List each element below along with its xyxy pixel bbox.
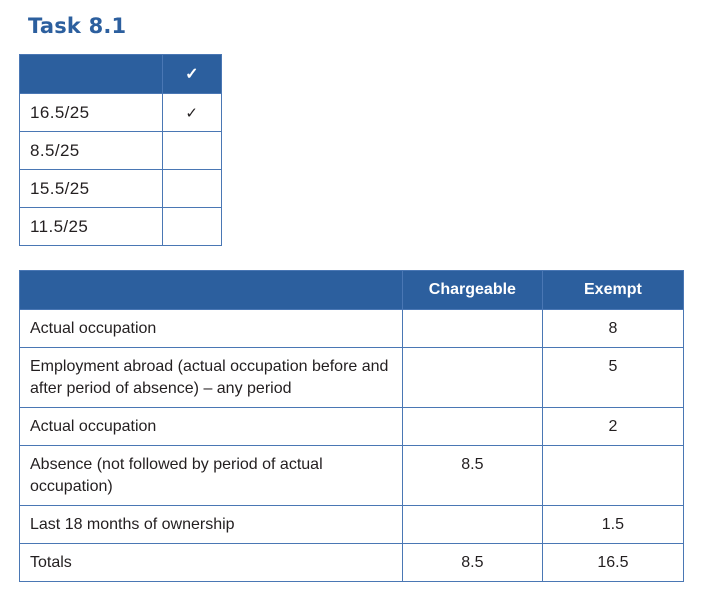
option-cell: 8.5/25 [20, 132, 163, 170]
chargeable-total: 8.5 [402, 544, 542, 582]
exempt-cell: 8 [542, 310, 683, 348]
description-cell: Actual occupation [20, 408, 403, 446]
header-check-icon: ✓ [162, 55, 221, 94]
description-cell: Absence (not followed by period of actual occupation) [20, 446, 403, 506]
exempt-cell [542, 446, 683, 506]
chargeable-cell [402, 310, 542, 348]
mark-cell [162, 170, 221, 208]
table-row [20, 208, 222, 246]
table-header-row [20, 55, 222, 94]
exempt-total: 16.5 [542, 544, 683, 582]
exempt-cell: 1.5 [542, 506, 683, 544]
answer-options-table [19, 54, 222, 246]
header-description-cell [20, 271, 403, 310]
table-row [20, 348, 684, 408]
header-chargeable: Chargeable [402, 271, 542, 310]
header-exempt: Exempt [542, 271, 683, 310]
header-blank-cell [20, 55, 163, 94]
page-title: Task 8.1 [28, 14, 127, 38]
chargeable-cell [402, 506, 542, 544]
table-row [20, 446, 684, 506]
option-cell: 16.5/25 [20, 94, 163, 132]
table-header-row [20, 271, 684, 310]
calculation-table [19, 270, 684, 582]
exempt-cell: 5 [542, 348, 683, 408]
option-cell: 11.5/25 [20, 208, 163, 246]
table-row [20, 132, 222, 170]
totals-row [20, 544, 684, 582]
chargeable-cell [402, 348, 542, 408]
chargeable-cell [402, 408, 542, 446]
table-row [20, 408, 684, 446]
mark-cell [162, 208, 221, 246]
description-cell: Last 18 months of ownership [20, 506, 403, 544]
table-row [20, 170, 222, 208]
table-row [20, 94, 222, 132]
table-row [20, 310, 684, 348]
option-cell: 15.5/25 [20, 170, 163, 208]
table-row [20, 506, 684, 544]
chargeable-cell: 8.5 [402, 446, 542, 506]
check-icon: ✓ [162, 94, 221, 132]
description-cell: Employment abroad (actual occupation before and after period of absence) – any period [20, 348, 403, 408]
mark-cell [162, 132, 221, 170]
exempt-cell: 2 [542, 408, 683, 446]
description-cell: Actual occupation [20, 310, 403, 348]
totals-label: Totals [20, 544, 403, 582]
